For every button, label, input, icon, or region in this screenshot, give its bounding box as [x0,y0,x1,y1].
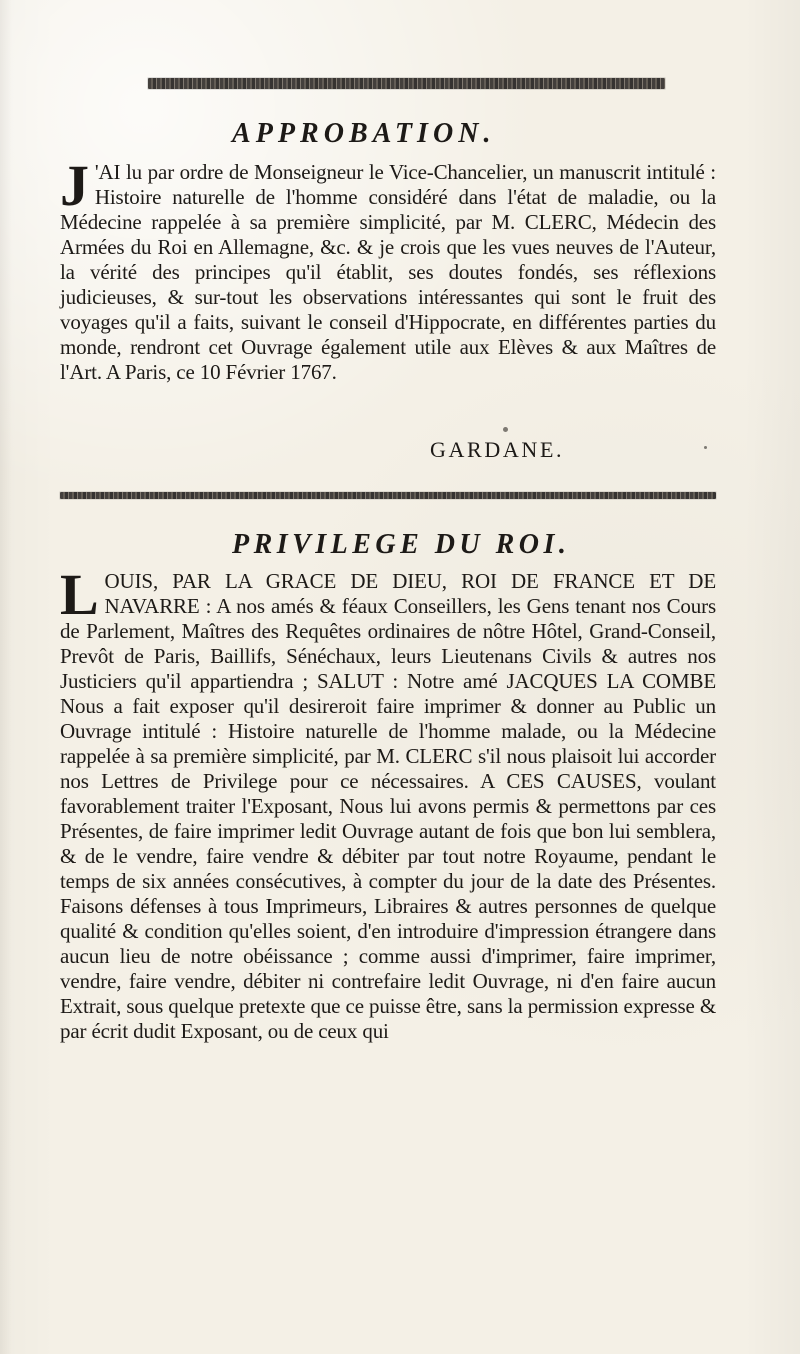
approbation-heading: APPROBATION. [232,118,496,149]
privilege-body-text: OUIS, PAR LA GRACE DE DIEU, ROI DE FRANCE ET DE NAVARRE : A nos amés & féaux Conseillers, les Gens tenant nos Cours de Parlement, Maîtres des Requêtes ordinaires de nôtre Hôtel, Grand-Conseil, Prevôt de Paris, Baillifs, Sénéchaux, leurs Lieutenans Civils & autres nos Justiciers qu'il appartiendra ; SALUT : Notre amé JACQUES LA COMBE Nous a fait exposer qu'il desireroit faire imprimer & donner au Public un Ouvrage intitulé : Histoire naturelle de l'homme malade, ou la Médecine rappelée à sa première simplicité, par M. CLERC s'il nous plaisoit lui accorder nos Lettres de Privilege pour ce nécessaires. A CES CAUSES, voulant favorablement traiter l'Exposant, Nous lui avons permis & permettons par ces Présentes, de faire imprimer ledit Ouvrage autant de fois que bon lui semblera, & de le vendre, faire vendre & débiter par tout notre Royaume, pendant le temps de six années consécutives, à compter du jour de la date des Présentes. Faisons défenses à tous Imprimeurs, Libraires & autres personnes de quelque qualité & condition qu'elles soient, d'en introduire d'impression étrangere dans aucun lieu de notre obéissance ; comme aussi d'imprimer, faire imprimer, vendre, faire vendre, débiter ni contrefaire ledit Ouvrage, ni d'en faire aucun Extrait, sous quelque pretexte que ce puisse être, sans la permission expresse & par écrit dudit Exposant, ou de ceux qui [60,569,716,1043]
privilege-text-block [60,562,716,1044]
ink-speck [704,446,707,449]
top-ornament-band [148,78,665,89]
approbation-signature: GARDANE. [430,437,565,462]
privilege-dropcap: L [60,562,99,627]
section-divider-ornament [60,492,716,499]
approbation-body-text: 'AI lu par ordre de Monseigneur le Vice-Chancelier, un manuscrit intitulé : Histoire naturelle de l'homme considéré dans l'état de maladie, ou la Médecine rappelée à sa première simplicité, par M. CLERC, Médecin des Armées du Roi en Allemagne, &c. & je crois que les vues neuves de l'Auteur, la vérité des principes qu'il établit, ses doutes fondés, ses réflexions judicieuses, & sur-tout les observations intéressantes qui sont le fruit des voyages qu'il a faits, suivant le conseil d'Hippocrate, en différentes parties du monde, rendront cet Ouvrage également utile aux Elèves & aux Maîtres de l'Art. A Paris, ce 10 Février 1767. [60,160,716,384]
privilege-heading: PRIVILEGE DU ROI. [232,529,571,560]
page-edge-shadow [0,0,12,1354]
approbation-dropcap: J [60,153,89,218]
signature-mark [503,427,508,432]
approbation-text-block [60,153,716,385]
